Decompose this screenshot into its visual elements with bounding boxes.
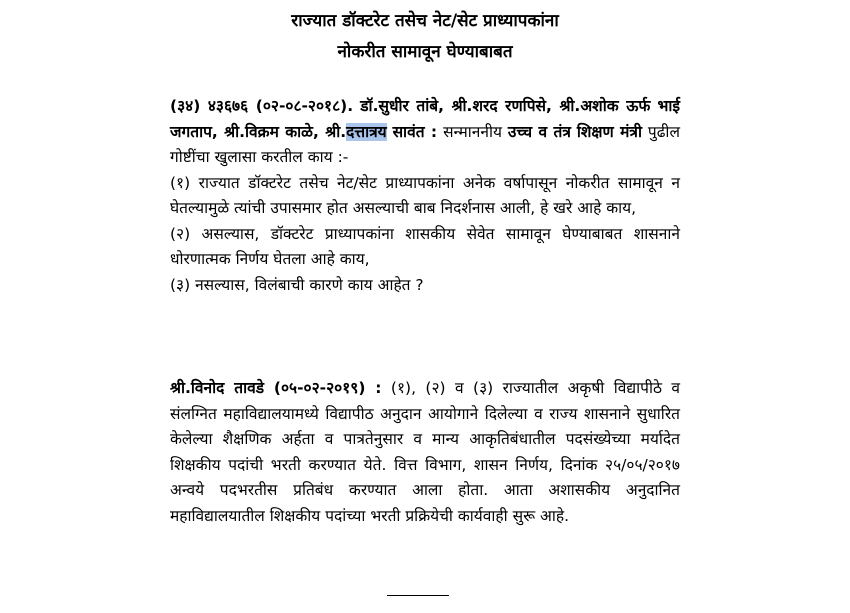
answer-speaker: श्री.विनोद तावडे (०५-०२-२०१९) : (170, 379, 382, 397)
document-title-line-2: नोकरीत सामावून घेण्याबाबत (337, 42, 513, 62)
question-ask: पुढील गोष्टींचा खुलासा करतील काय :- (170, 122, 680, 166)
question-members-part2: भाई जगताप, श्री.विक्रम काळे, श्री. (170, 97, 680, 141)
question-members-part3: सावंत : (392, 122, 438, 141)
answer-text: (१), (२) व (३) राज्यातील अकृषी विद्यापीठे व संलग्नित महाविद्यालयामध्ये विद्यापीठ अनुदान आयोगाने दिलेल्या व राज्य शासनाने सुधारित केलेल्या शैक्षणिक अर्हता व पात्रतेनुसार व मान्य आकृतिबंधातील पदसंख्येच्या मर्यादेत शिक्षकीय पदांची भरती करण्यात येते. वित्त विभाग, शासन निर्णय, दिनांक २५/०५/२०१७ अन्वये पदभरतीस प्रतिबंध करण्यात आला होता. आता अशासकीय अनुदानित महाविद्यालयातील शिक्षकीय पदांच्या भरती प्रक्रियेची कार्यवाही सुरू आहे. (170, 379, 680, 525)
answer-paragraph (170, 376, 680, 529)
addressee-prefix: सन्माननीय (443, 122, 502, 141)
selected-text-highlight[interactable]: दत्तात्रय (346, 122, 387, 141)
minister-title-2: शिक्षण मंत्री (576, 122, 642, 141)
end-divider-line (387, 595, 449, 596)
minister-title: उच्च व तंत्र (507, 122, 571, 141)
question-paragraph (170, 94, 680, 298)
question-members-part1: डॉ.सुधीर तांबे, श्री.शरद रणपिसे, श्री.अशोक ऊर्फ (360, 97, 651, 115)
question-item-3: (३) नसल्यास, विलंबाची कारणे काय आहेत ? (170, 275, 424, 294)
question-item-2: (२) असल्यास, डॉक्टरेट प्राध्यापकांना शासकीय सेवेत सामावून घेण्याबाबत शासनाने धोरणात्मक निर्णय घेतला आहे काय, (170, 224, 680, 268)
document-title-line-1: राज्यात डॉक्टरेट तसेच नेट/सेट प्राध्यापकांना (291, 11, 559, 31)
question-item-1: (१) राज्यात डॉक्टरेट तसेच नेट/सेट प्राध्यापकांना अनेक वर्षापासून नोकरीत सामावून न घेतल्यामुळे त्यांची उपासमार होत असल्याची बाब निदर्शनास आली, हे खरे आहे काय, (170, 173, 680, 217)
question-number-date: (३४) ४३६७६ (०२-०८-२०१८). (170, 97, 354, 115)
